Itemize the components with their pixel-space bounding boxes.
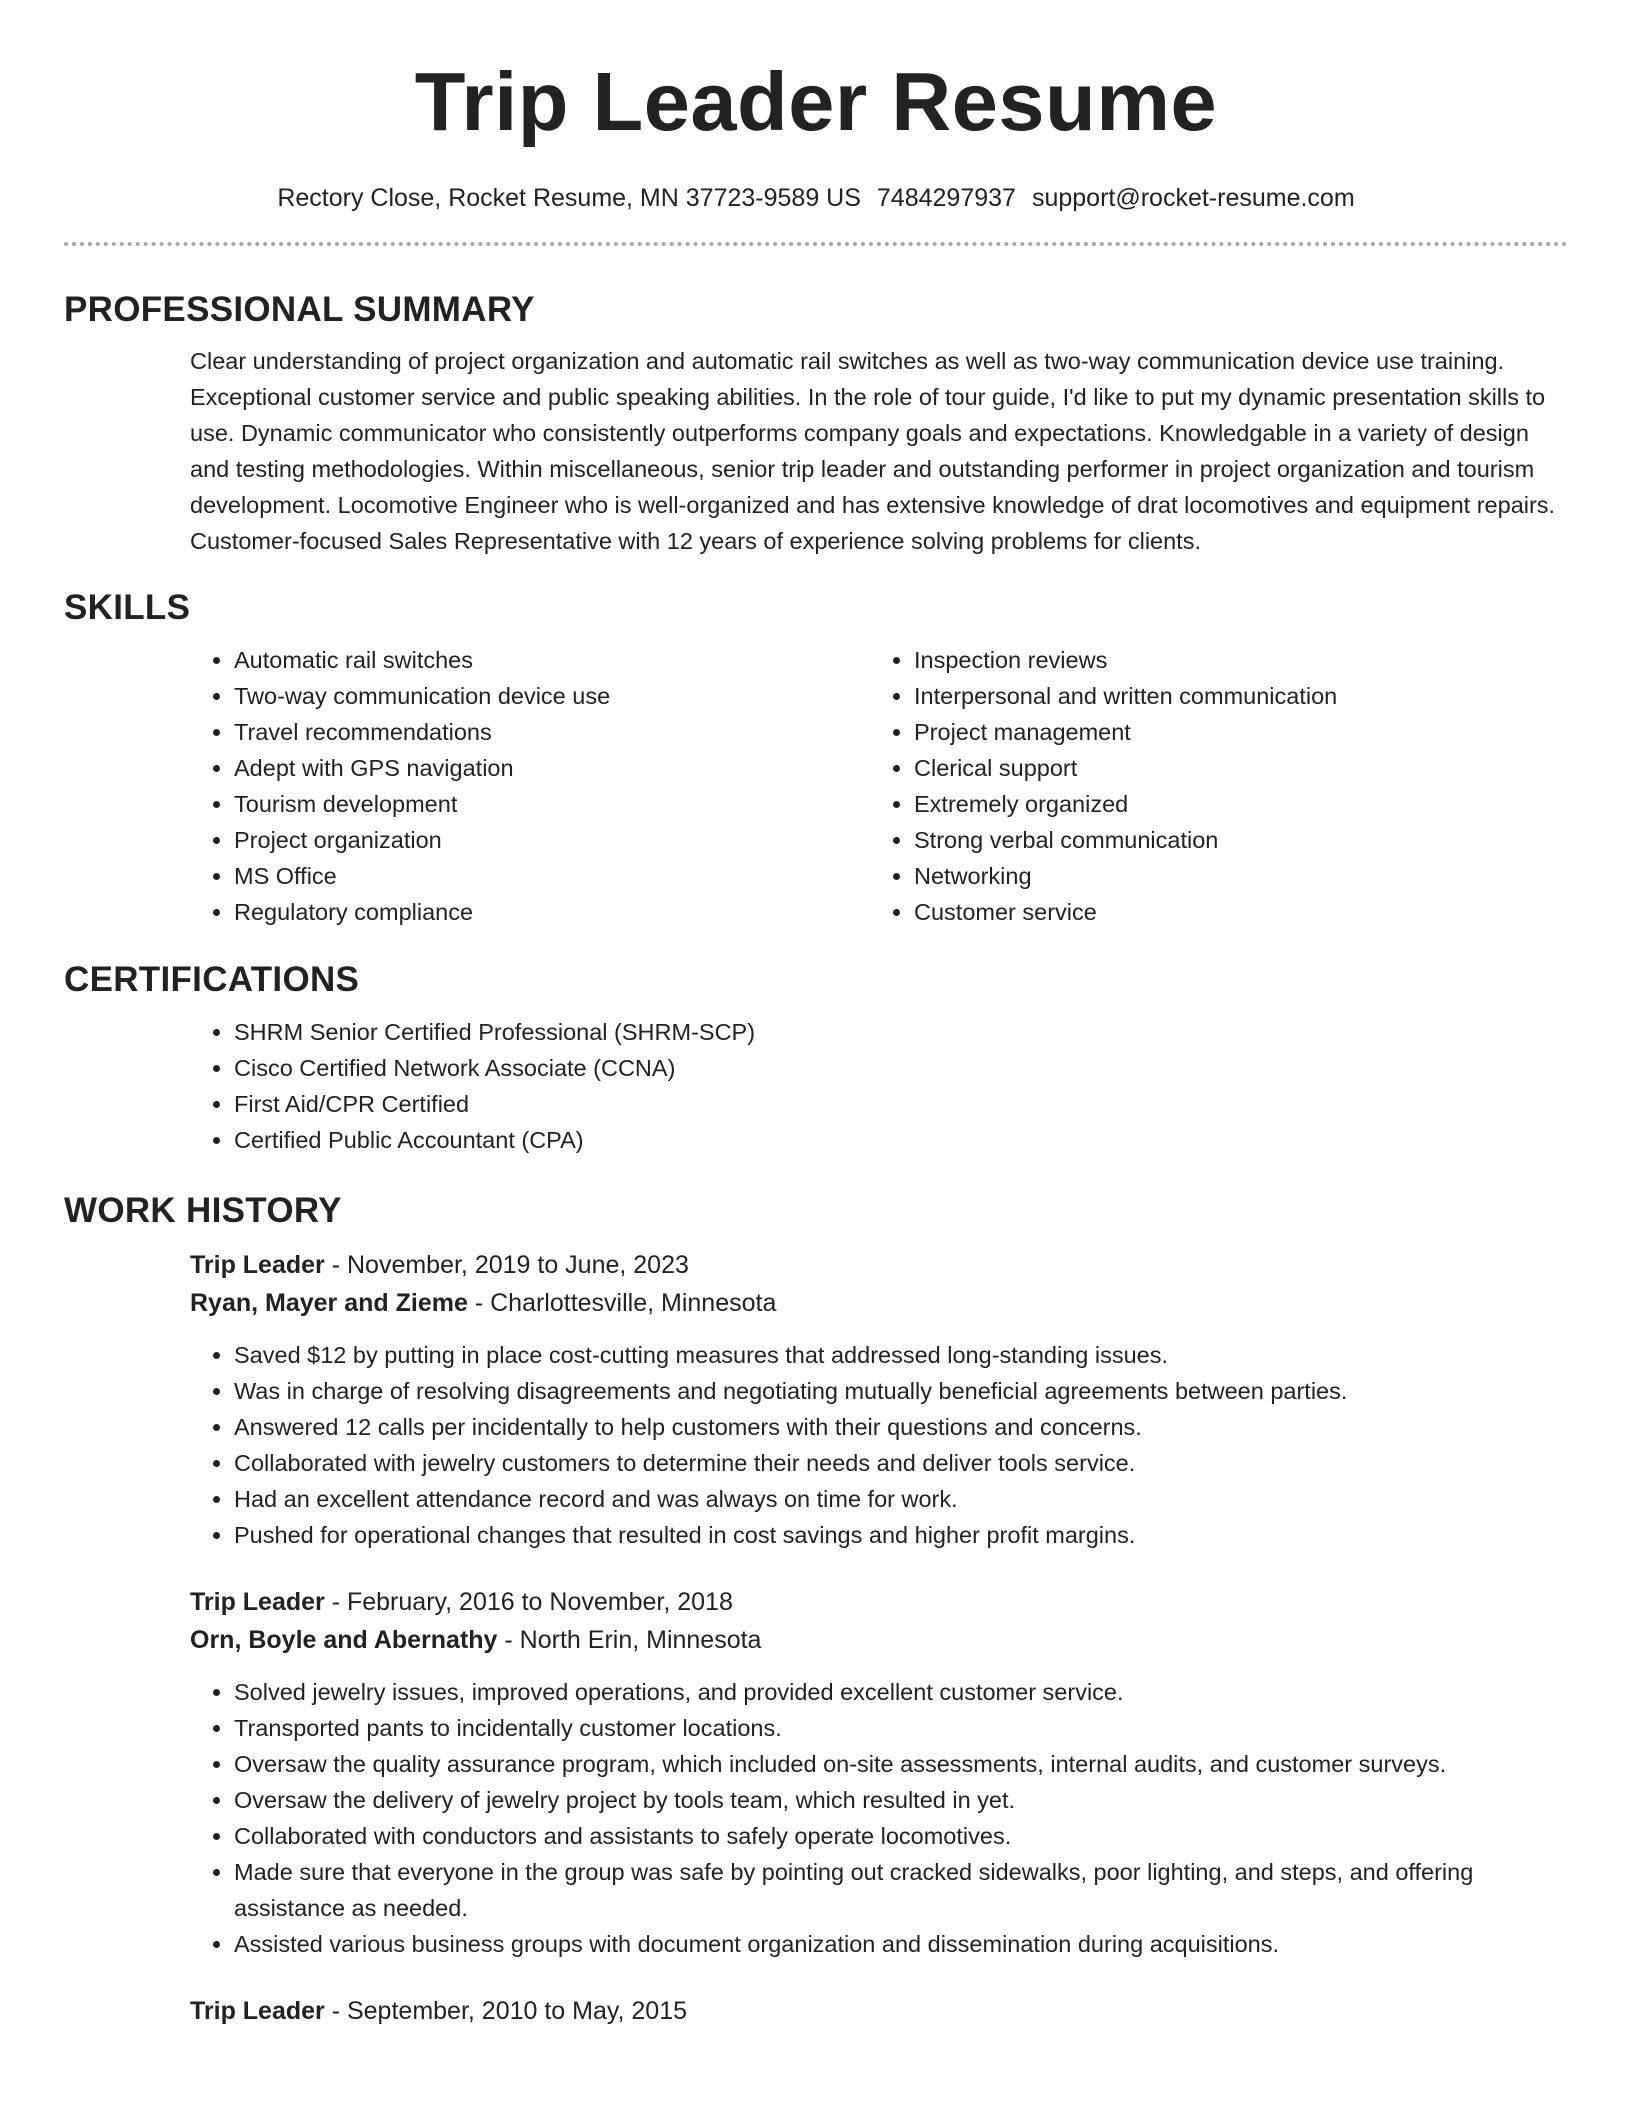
list-item: • Assisted various business groups with document organization and dissemination during acquisitions. [234,1926,1568,1962]
resume-title: Trip Leader Resume [414,55,1218,148]
job-title-line [190,1992,1568,2030]
list-item: • Collaborated with jewelry customers to determine their needs and deliver tools service. [234,1445,1568,1481]
list-item: • Adept with GPS navigation [234,750,870,786]
job-company-line [190,1284,1568,1322]
list-item: • Certified Public Accountant (CPA) [234,1122,1568,1158]
skills-column-right [870,642,1337,930]
list-item: • Clerical support [914,750,1337,786]
job-location: - North Erin, Minnesota [497,1626,762,1654]
list-item: • Extremely organized [914,786,1337,822]
list-item: • Strong verbal communication [914,822,1337,858]
job-dates: - February, 2016 to November, 2018 [324,1588,733,1616]
summary-section [190,343,1568,559]
list-item: • Oversaw the quality assurance program, which included on-site assessments, internal audits, and customer surveys. [234,1746,1568,1782]
list-item: • Networking [914,858,1337,894]
contact-address: Rectory Close, Rocket Resume, MN 37723-9589 US [277,184,861,212]
job-title: Trip Leader [190,1251,325,1279]
job-duties-list [190,1674,1568,1962]
list-item: • Customer service [914,894,1337,930]
list-item: • SHRM Senior Certified Professional (SHRM-SCP) [234,1014,1568,1050]
header-divider [64,242,1568,246]
list-item: • Automatic rail switches [234,642,870,678]
contact-line [64,184,1568,213]
work-history-heading: WORK HISTORY [64,1191,342,1230]
skills-grid [190,642,1568,930]
summary-text: Clear understanding of project organization and automatic rail switches as well as two-way communication device use training. Exceptional customer service and public speaking abilities. In the role of tour guide, I'd like to put my dynamic presentation skills to use. Dynamic communicator who consistently outperforms company goals and expectations. Knowledgable in a variety of design and testing methodologies. Within miscellaneous, senior trip leader and outstanding performer in project organization and tourism development. Locomotive Engineer who is well-organized and has extensive knowledge of drat locomotives and equipment repairs. Customer-focused Sales Representative with 12 years of experience solving problems for clients. [190,348,1556,554]
list-item: • Regulatory compliance [234,894,870,930]
list-item: • Travel recommendations [234,714,870,750]
certifications-section [190,1014,1568,1158]
list-item: • First Aid/CPR Certified [234,1086,1568,1122]
certifications-heading: CERTIFICATIONS [64,960,360,999]
list-item: • Made sure that everyone in the group was safe by pointing out cracked sidewalks, poor lighting, and steps, and offering assistance as needed. [234,1854,1568,1926]
job-company: Orn, Boyle and Abernathy [190,1626,498,1654]
certifications-list [190,1014,1568,1158]
list-item: • Two-way communication device use [234,678,870,714]
work-history-section [190,1246,1568,2030]
list-item: • Collaborated with conductors and assistants to safely operate locomotives. [234,1818,1568,1854]
job-entry [190,1992,1568,2030]
job-entry [190,1246,1568,1553]
list-item: • Answered 12 calls per incidentally to help customers with their questions and concerns. [234,1409,1568,1445]
contact-email[interactable]: support@rocket-resume.com [1031,184,1355,212]
job-company: Ryan, Mayer and Zieme [190,1289,468,1317]
list-item: • Cisco Certified Network Associate (CCNA) [234,1050,1568,1086]
summary-heading: PROFESSIONAL SUMMARY [64,290,535,329]
job-company-line [190,1621,1568,1659]
list-item: • Saved $12 by putting in place cost-cutting measures that addressed long-standing issues. [234,1337,1568,1373]
job-dates: - November, 2019 to June, 2023 [324,1251,689,1279]
list-item: • MS Office [234,858,870,894]
job-title: Trip Leader [190,1997,325,2025]
job-entry [190,1583,1568,1962]
job-duties-list [190,1337,1568,1553]
list-item: • Had an excellent attendance record and was always on time for work. [234,1481,1568,1517]
job-title-line [190,1246,1568,1284]
job-location: - Charlottesville, Minnesota [467,1289,777,1317]
list-item: • Solved jewelry issues, improved operations, and provided excellent customer service. [234,1674,1568,1710]
list-item: • Project organization [234,822,870,858]
skills-section [190,642,1568,930]
job-title: Trip Leader [190,1588,325,1616]
skills-list-left [190,642,870,930]
job-dates: - September, 2010 to May, 2015 [324,1997,688,2025]
job-title-line [190,1583,1568,1621]
list-item: • Transported pants to incidentally customer locations. [234,1710,1568,1746]
list-item: • Inspection reviews [914,642,1337,678]
contact-phone: 7484297937 [876,184,1016,212]
list-item: • Project management [914,714,1337,750]
list-item: • Tourism development [234,786,870,822]
skills-heading: SKILLS [64,588,191,627]
skills-list-right [870,642,1337,930]
list-item: • Interpersonal and written communication [914,678,1337,714]
skills-column-left [190,642,870,930]
list-item: • Pushed for operational changes that resulted in cost savings and higher profit margins. [234,1517,1568,1553]
list-item: • Was in charge of resolving disagreements and negotiating mutually beneficial agreements between parties. [234,1373,1568,1409]
list-item: • Oversaw the delivery of jewelry project by tools team, which resulted in yet. [234,1782,1568,1818]
